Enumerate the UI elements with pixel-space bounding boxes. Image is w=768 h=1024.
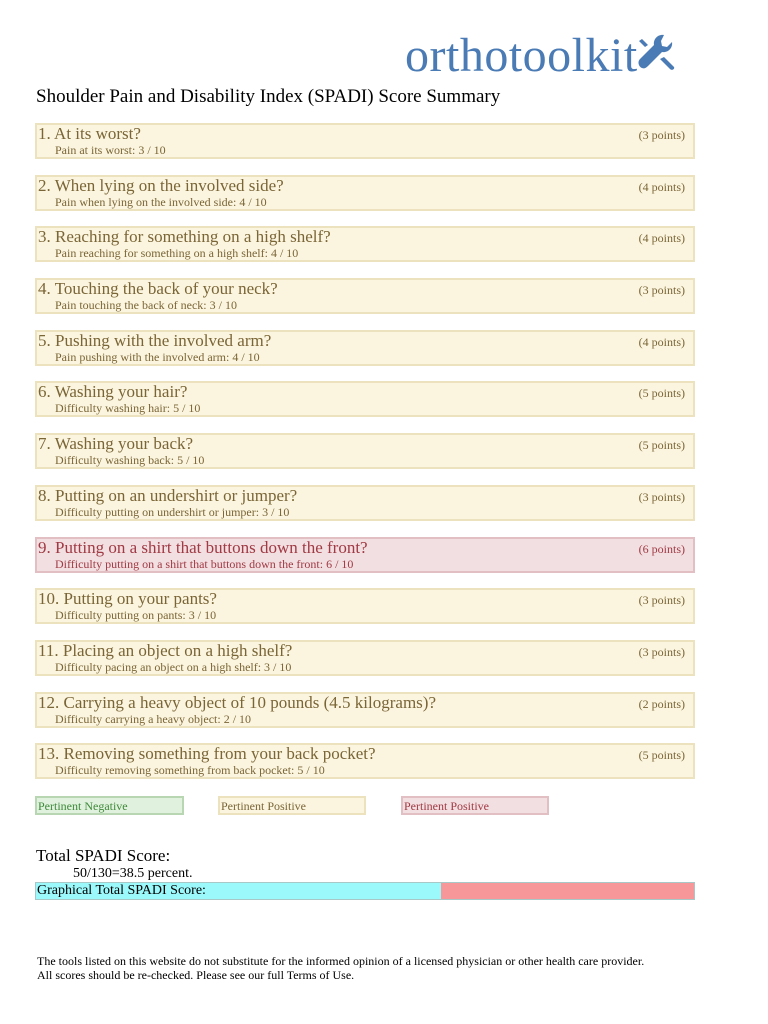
question-detail: Difficulty carrying a heavy object: 2 / 10 <box>55 711 252 726</box>
question-detail: Pain pushing with the involved arm: 4 / 10 <box>55 349 260 364</box>
wrench-icon <box>634 31 678 75</box>
question-points: (3 points) <box>638 283 685 298</box>
question-text: 10. Putting on your pants? <box>38 589 217 609</box>
question-text: 7. Washing your back? <box>38 434 194 454</box>
page-title: Shoulder Pain and Disability Index (SPADI) Score Summary <box>36 86 501 107</box>
question-detail: Pain touching the back of neck: 3 / 10 <box>55 298 237 313</box>
question-detail: Difficulty washing hair: 5 / 10 <box>55 401 201 416</box>
question-detail: Difficulty pacing an object on a high shelf: 3 / 10 <box>55 659 292 674</box>
question-text: 11. Placing an object on a high shelf? <box>38 640 293 660</box>
question-item <box>35 640 695 676</box>
question-item <box>35 588 695 624</box>
disclaimer-line-2: All scores should be re-checked. Please see our full Terms of Use. <box>37 968 355 982</box>
disclaimer <box>37 954 717 982</box>
question-points: (6 points) <box>638 541 685 556</box>
question-detail: Pain when lying on the involved side: 4 / 10 <box>55 194 267 209</box>
graphical-score-label: Graphical Total SPADI Score: <box>37 883 206 898</box>
legend-pertinent-positive: Pertinent Positive <box>218 796 366 815</box>
question-text: 9. Putting on a shirt that buttons down the front? <box>38 537 368 557</box>
question-list <box>35 123 695 795</box>
question-detail: Difficulty putting on pants: 3 / 10 <box>55 608 217 623</box>
question-points: (3 points) <box>638 128 685 142</box>
question-detail: Difficulty washing back: 5 / 10 <box>55 453 205 468</box>
question-points: (5 points) <box>638 748 685 763</box>
question-text: 2. When lying on the involved side? <box>38 175 284 195</box>
question-detail: Difficulty putting on undershirt or jumper: 3 / 10 <box>55 504 290 519</box>
graphical-score-bar <box>35 882 695 900</box>
question-points: (4 points) <box>638 231 685 246</box>
question-points: (3 points) <box>638 489 685 504</box>
question-text: 3. Reaching for something on a high shelf? <box>38 227 331 247</box>
question-text: 6. Washing your hair? <box>38 382 188 402</box>
question-detail: Difficulty removing something from back pocket: 5 / 10 <box>55 763 325 778</box>
question-points: (4 points) <box>638 179 685 194</box>
brand-name: orthotoolkit <box>405 29 638 82</box>
disclaimer-line-1: The tools listed on this website do not substitute for the informed opinion of a licensed physician or other health care provider. <box>37 954 645 968</box>
legend-pertinent-negative: Pertinent Negative <box>35 796 184 815</box>
question-text: 4. Touching the back of your neck? <box>38 279 278 299</box>
question-item <box>35 330 695 366</box>
question-item <box>35 175 695 211</box>
question-points: (5 points) <box>638 438 685 453</box>
question-points: (3 points) <box>638 593 685 608</box>
question-item <box>35 381 695 417</box>
question-points: (4 points) <box>638 334 685 349</box>
question-text: 13. Removing something from your back pocket? <box>38 744 376 764</box>
question-detail: Pain at its worst: 3 / 10 <box>55 143 166 157</box>
question-text: 5. Pushing with the involved arm? <box>38 330 272 350</box>
question-item <box>35 123 695 159</box>
question-item <box>35 485 695 521</box>
question-text: 12. Carrying a heavy object of 10 pounds (4.5 kilograms)? <box>38 692 436 712</box>
question-item <box>35 743 695 779</box>
question-item <box>35 692 695 728</box>
question-item <box>35 278 695 314</box>
question-points: (5 points) <box>638 386 685 401</box>
question-detail: Pain reaching for something on a high shelf: 4 / 10 <box>55 246 299 261</box>
total-score-label: Total SPADI Score: <box>36 846 171 865</box>
question-text: 8. Putting on an undershirt or jumper? <box>38 485 298 505</box>
question-points: (2 points) <box>638 696 685 711</box>
question-detail: Difficulty putting on a shirt that buttons down the front: 6 / 10 <box>55 556 354 571</box>
legend-pertinent-positive-red: Pertinent Positive <box>401 796 549 815</box>
total-score-value: 50/130=38.5 percent. <box>73 866 193 881</box>
question-item <box>35 433 695 469</box>
question-points: (3 points) <box>638 644 685 659</box>
brand-logo[interactable] <box>405 28 678 84</box>
question-item <box>35 226 695 262</box>
question-text: 1. At its worst? <box>38 124 141 143</box>
question-item <box>35 537 695 573</box>
